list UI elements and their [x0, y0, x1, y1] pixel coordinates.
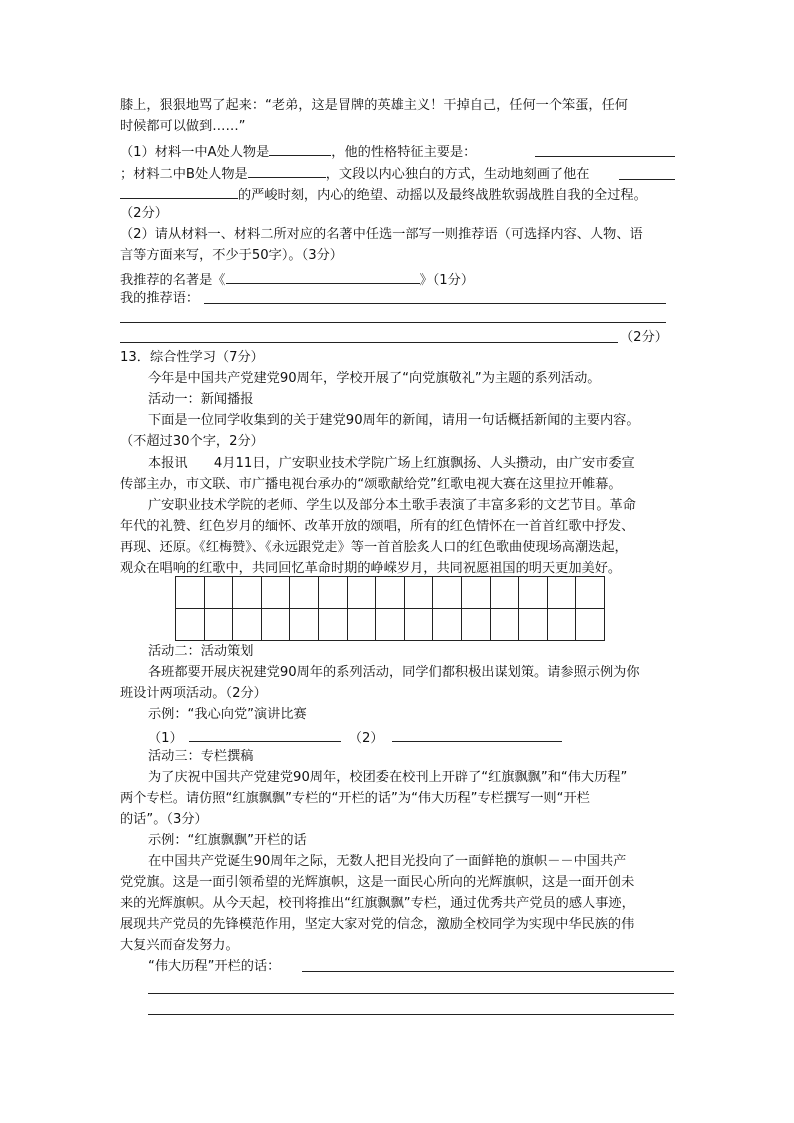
- grid-cell[interactable]: [576, 577, 605, 609]
- grid-cell[interactable]: [461, 609, 490, 641]
- grid-cell[interactable]: [519, 609, 548, 641]
- q2-rec-label: 我的推荐语：: [120, 291, 200, 306]
- grid-cell[interactable]: [233, 577, 262, 609]
- grid-cell[interactable]: [318, 609, 347, 641]
- act2-task-2: 班设计两项活动。（2分）: [120, 686, 267, 701]
- act3-example-line-2: 党党旗。这是一面引领希望的光辉旗帜，这是一面民心所向的光辉旗帜，这是一面开创未: [120, 875, 635, 890]
- grid-cell[interactable]: [347, 577, 376, 609]
- answer-grid-row-2: [176, 609, 605, 641]
- q2-book-line: [120, 269, 474, 287]
- q2-book-suffix: 》（1分）: [419, 273, 475, 288]
- grid-cell[interactable]: [233, 609, 262, 641]
- q1-text-c: ；材料二中B处人物是: [120, 167, 248, 182]
- act2-blank-1-label: （1）: [148, 731, 183, 746]
- q1-text-d: ，文段以内心独白的方式，生动地刻画了他在: [325, 167, 590, 182]
- act3-example-line-1: 在中国共产党诞生90周年之际，无数人把目光投向了一面鲜艳的旗帜－－中国共产: [148, 854, 627, 869]
- act1-task-2: （不超过30个字，2分）: [120, 434, 264, 449]
- q1-text-e: 的严峻时刻，内心的绝望、动摇以及最终战胜软弱战胜自我的全过程。: [238, 188, 647, 203]
- q2-line-2: 言等方面来写，不少于50字）。（3分）: [120, 248, 343, 263]
- q1-score: （2分）: [120, 206, 168, 221]
- grid-cell[interactable]: [547, 609, 576, 641]
- q2-rec-score: （2分）: [620, 330, 668, 345]
- q2-rec-blank-3[interactable]: [120, 342, 618, 343]
- q2-book-prefix: 我推荐的名著是《: [120, 273, 226, 288]
- q1-line-2: [120, 163, 589, 181]
- intro-line-1: 膝上，狠狠地骂了起来：“老弟，这是冒牌的英雄主义！干掉自己，任何一个笨蛋，任何: [120, 98, 628, 113]
- news-line-2: 传部主办，市文联、市广播电视台承办的“颂歌献给党”红歌电视大赛在这里拉开帷幕。: [120, 477, 622, 492]
- grid-cell[interactable]: [204, 609, 233, 641]
- grid-cell[interactable]: [519, 577, 548, 609]
- grid-cell[interactable]: [204, 577, 233, 609]
- news-line-3: 广安职业技术学院的老师、学生以及部分本土歌手表演了丰富多彩的文艺节目。革命: [148, 498, 636, 513]
- act3-example-line-5: 大复兴而奋发努力。: [120, 938, 239, 953]
- act3-answer-blank-2[interactable]: [148, 993, 674, 994]
- grid-cell[interactable]: [290, 577, 319, 609]
- grid-cell[interactable]: [433, 577, 462, 609]
- act1-task-1: 下面是一位同学收集到的关于建党90周年的新闻，请用一句话概括新闻的主要内容。: [148, 413, 640, 428]
- q2-rec-blank-2[interactable]: [120, 322, 666, 323]
- q1-blank-trait[interactable]: [535, 156, 675, 157]
- grid-cell[interactable]: [490, 577, 519, 609]
- q2-book-blank[interactable]: [226, 269, 420, 284]
- act2-example: 示例：“我心向党”演讲比赛: [148, 707, 307, 722]
- q1-text-a: （1）材料一中A处人物是: [120, 145, 270, 160]
- grid-cell[interactable]: [461, 577, 490, 609]
- q2-rec-blank-1[interactable]: [204, 303, 666, 304]
- grid-cell[interactable]: [376, 609, 405, 641]
- news-line-1: 本报讯 4月11日，广安职业技术学院广场上红旗飘扬、人头攒动，由广安市委宣: [148, 456, 635, 471]
- grid-cell[interactable]: [290, 609, 319, 641]
- grid-cell[interactable]: [433, 609, 462, 641]
- grid-cell[interactable]: [261, 609, 290, 641]
- grid-cell[interactable]: [376, 577, 405, 609]
- act2-blank-2-label: （2）: [348, 731, 384, 746]
- act2-blank-1[interactable]: [189, 727, 341, 742]
- grid-cell[interactable]: [347, 609, 376, 641]
- act2-blank-2[interactable]: [392, 727, 562, 742]
- news-line-4: 年代的礼赞、红色岁月的缅怀、改革开放的颂唱，所有的红色情怀在一首首红歌中抒发、: [120, 519, 635, 534]
- grid-cell[interactable]: [490, 609, 519, 641]
- q1-blank-person-b[interactable]: [248, 163, 326, 178]
- grid-cell[interactable]: [576, 609, 605, 641]
- grid-cell[interactable]: [176, 609, 205, 641]
- news-line-5: 再现、还原。《红梅赞》、《永远跟党走》等一首首脍炙人口的红色歌曲使现场高潮迭起，: [120, 540, 628, 555]
- act3-title: 活动三：专栏撰稿: [148, 749, 254, 764]
- q1-blank-moment-1[interactable]: [619, 179, 675, 180]
- q1-blank-moment-2[interactable]: [120, 184, 238, 199]
- act2-task-1: 各班都要开展庆祝建党90周年的系列活动，同学们都积极出谋划策。请参照示例为你: [148, 665, 640, 680]
- act2-blank-line: [148, 727, 562, 745]
- act3-example-line-4: 展现共产党员的先锋模范作用，坚定大家对党的信念，激励全校同学为实现中华民族的伟: [120, 917, 635, 932]
- grid-cell[interactable]: [261, 577, 290, 609]
- grid-cell[interactable]: [547, 577, 576, 609]
- answer-grid-row-1: [176, 577, 605, 609]
- q1-line-3: [120, 184, 647, 202]
- act3-task-3: 的话”。（3分）: [120, 812, 208, 827]
- q2-line-1: （2）请从材料一、材料二所对应的名著中任选一部写一则推荐语（可选择内容、人物、语: [120, 227, 643, 242]
- grid-cell[interactable]: [318, 577, 347, 609]
- act3-task-2: 两个专栏。请仿照“红旗飘飘”专栏的“开栏的话”为“伟大历程”专栏撰写一则“开栏: [120, 791, 590, 806]
- act2-title: 活动二：活动策划: [148, 644, 254, 659]
- q13-intro: 今年是中国共产党建党90周年，学校开展了“向党旗敬礼”为主题的系列活动。: [148, 371, 601, 386]
- act1-title: 活动一：新闻播报: [148, 392, 254, 407]
- act3-answer-label: “伟大历程”开栏的话：: [148, 959, 281, 974]
- grid-cell[interactable]: [176, 577, 205, 609]
- act3-answer-blank-3[interactable]: [148, 1014, 674, 1015]
- act3-answer-blank-1[interactable]: [302, 971, 674, 972]
- q13-title: 13．综合性学习（7分）: [120, 350, 264, 365]
- q1-line-1: [120, 141, 476, 159]
- act3-example-title: 示例：“红旗飘飘”开栏的话: [148, 833, 307, 848]
- intro-line-2: 时候都可以做到……”: [120, 119, 246, 134]
- grid-cell[interactable]: [404, 577, 433, 609]
- news-line-6: 观众在唱响的红歌中，共同回忆革命时期的峥嵘岁月，共同祝愿祖国的明天更加美好。: [120, 561, 622, 576]
- answer-grid[interactable]: [175, 576, 605, 641]
- act3-task-1: 为了庆祝中国共产党建党90周年，校团委在校刊上开辟了“红旗飘飘”和“伟大历程”: [148, 770, 628, 785]
- grid-cell[interactable]: [404, 609, 433, 641]
- act3-example-line-3: 来的光辉旗帜。从今天起，校刊将推出“红旗飘飘”专栏，通过优秀共产党员的感人事迹，: [120, 896, 635, 911]
- q1-text-b: ，他的性格特征主要是：: [331, 145, 477, 160]
- q1-blank-person-a[interactable]: [269, 141, 331, 156]
